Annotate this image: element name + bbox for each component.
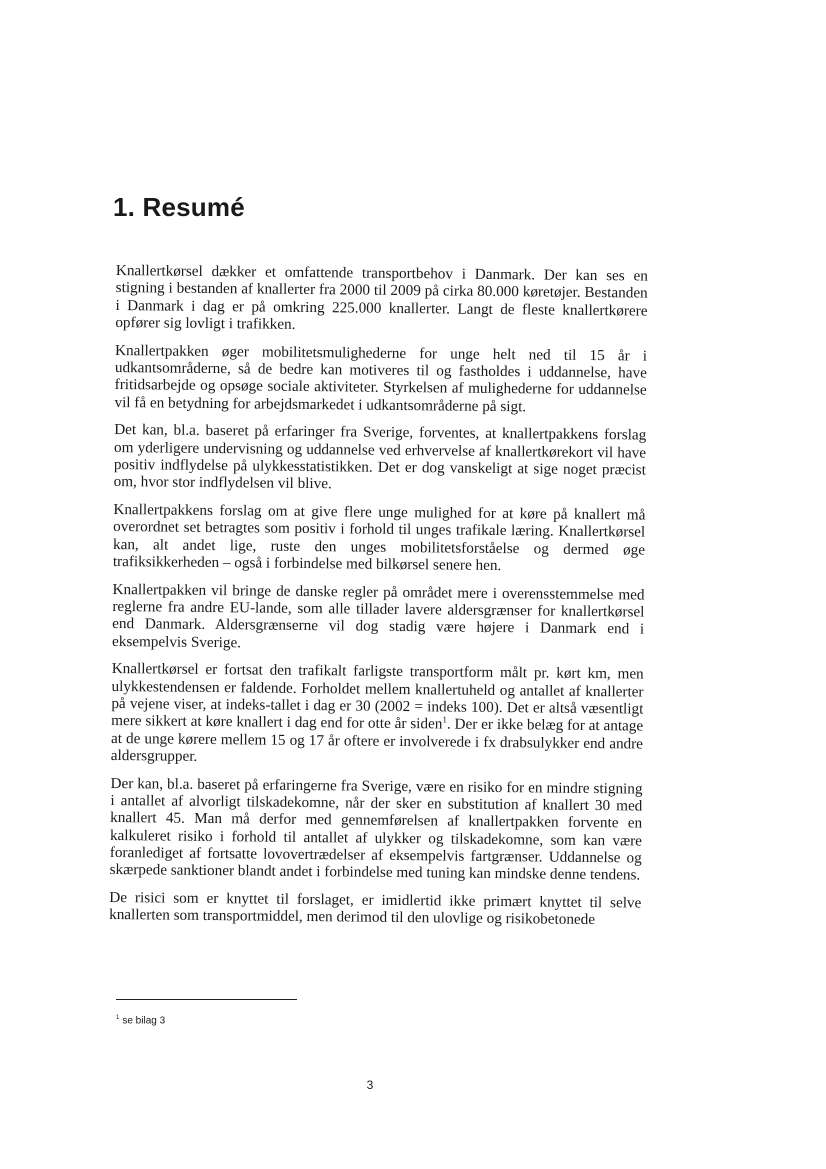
page-number: 3 <box>366 1078 374 1092</box>
paragraph-4: Knallertpakkens forslag om at give flere unge mulighed for at køre på knallert må overordnet set betragtes som positiv i forhold til unges trafikale læring. Knallertkørsel kan, alt andet lige, ruste den unges mobilitetsforståelse og dermed øge trafiksikkerheden – også i forbindelse med bilkørsel senere hen. <box>112 501 646 575</box>
paragraph-6 <box>111 660 644 769</box>
paragraph-5: Knallertpakken vil bringe de danske regler på området mere i overensstemmelse med reglerne fra andre EU-lande, som alle tillader lavere aldersgrænser for knallertkørsel end Danmark. Aldersgrænserne vil dog stadig være højere i Danmark end i eksempelvis Sverige. <box>111 580 645 651</box>
paragraph-7: Der kan, bl.a. baseret på erfaringerne fra Sverige, være en risiko for en mindre stigning i antallet af alvorligt tilskadekomne, når der sker en substitution af knallert 30 med knallert 45. Man må derfor med gennemførelsen af knallertpakken forvente en kalkuleret risiko i forhold til antallet af ulykker og tilskadekomne, som kan være foranlediget af fortsatte lovovertrædelser af eksempelvis fartgrænser. Uddannelse og skærpede sanktioner blandt andet i forbindelse med tuning kan mindske denne tendens. <box>109 774 643 884</box>
paragraph-3: Det kan, bl.a. baseret på erfaringer fra Sverige, forventes, at knallertpakkens forslag om yderligere undervisning og uddannelse ved erhvervelse af knallertkørekort vil have positiv indflydelse på ulykkesstatistikken. Det er dog vanskeligt at sige noget præcist om, hvor stor indflydelsen vil blive. <box>113 421 647 493</box>
footnote-divider <box>116 999 297 1000</box>
paragraph-8: De risici som er knyttet til forslaget, er imidlertid ikke primært knyttet til selve knallerten som transportmiddel, men derimod til den ulovlige og risikobetonede <box>109 888 642 929</box>
footnote <box>116 1015 165 1026</box>
footnote-marker: 1 <box>116 1015 120 1021</box>
section-heading: 1. Resumé <box>113 192 245 222</box>
paragraph-6-text-a: Knallertkørsel er fortsat den trafikalt farligste transportform målt pr. kørt km, men ulykkestendensen er faldende. Forholdet mellem knallertuheld og antallet af knallerter på vejene viser, at indeks-tallet i dag er 30 (2002 = indeks 100). Det er altså væsentligt mere sikkert at køre knallert i dag end for otte år siden <box>111 660 644 733</box>
footnote-reference: 1 <box>442 714 447 725</box>
footnote-text: se bilag 3 <box>122 1015 166 1027</box>
paragraph-1: Knallertkørsel dækker et omfattende transportbehov i Danmark. Der kan ses en stigning i bestanden af knallerter fra 2000 til 2009 på cirka 80.000 køretøjer. Bestanden i Danmark i dag er på omkring 225.000 knallerter. Langt de fleste knallertkørere opfører sig lovligt i trafikken. <box>115 262 648 333</box>
body-text <box>109 262 648 940</box>
paragraph-2: Knallertpakken øger mobilitetsmulighederne for unge helt ned til 15 år i udkantsområderne, så de bedre kan motiveres til og fastholdes i uddannelse, have fritidsarbejde og opsøge sociale aktiviteter. Styrkelsen af mulighederne for uddannelse vil få en betydning for arbejdsmarkedet i udkantsområderne på sigt. <box>114 341 648 415</box>
paragraph-6-text-b: . Der er ikke belæg for at antage at de unge kørere mellem 15 og 17 år oftere er involverede i fx drabsulykker end andre aldersgrupper. <box>110 715 644 765</box>
